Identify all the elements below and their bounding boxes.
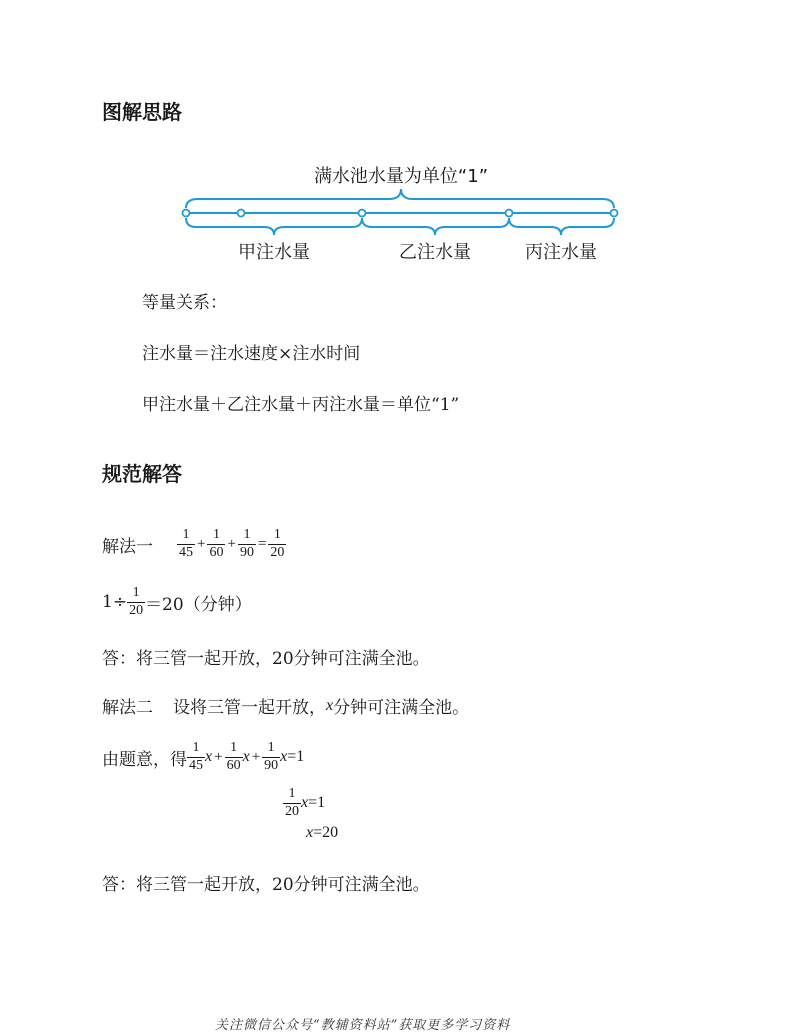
variable-x: x xyxy=(280,748,288,765)
fraction: $\frac{1}{45}$ xyxy=(189,739,203,773)
diagram-top-label: 满水池水量为单位“1” xyxy=(313,166,489,187)
fraction: $\frac{1}{60}$ xyxy=(226,739,241,773)
method2-label: 解法二 xyxy=(102,698,153,718)
segment-label-jia: 甲注水量 xyxy=(238,242,310,263)
top-brace xyxy=(186,189,614,208)
method2-setup xyxy=(102,693,469,718)
variable-x: x xyxy=(205,748,213,765)
segment-point xyxy=(183,210,190,217)
method2-step1 xyxy=(102,737,304,777)
step3-rhs: =20 xyxy=(313,824,339,841)
variable-x: x xyxy=(301,794,309,811)
plus-sign: + xyxy=(197,535,206,552)
derive-label: 由题意，得 xyxy=(102,749,187,770)
method1-answer: 答：将三管一起开放，20分钟可注满全池。 xyxy=(102,649,430,669)
method2-answer: 答：将三管一起开放，20分钟可注满全池。 xyxy=(102,875,430,895)
brace-yi xyxy=(362,218,509,235)
section-title-diagram: 图解思路 xyxy=(102,100,182,124)
segment-label-yi: 乙注水量 xyxy=(399,242,471,263)
variable-x: x xyxy=(242,748,250,765)
fraction: $\frac{1}{20}$ xyxy=(285,785,299,819)
variable-x: x xyxy=(306,824,314,841)
relation-line-1: 注水量＝注水速度×注水时间 xyxy=(142,344,361,364)
segment-point xyxy=(611,210,618,217)
segment-point xyxy=(506,210,513,217)
method2-step2 xyxy=(283,783,325,823)
setup-prefix: 设将三管一起开放， xyxy=(173,698,326,718)
segment-label-bing: 丙注水量 xyxy=(525,242,597,263)
footer-watermark: 关注微信公众号“教辅资料站”获取更多学习资料 xyxy=(215,1018,511,1033)
segment-point xyxy=(238,210,245,217)
fraction: $\frac{1}{45}$ xyxy=(179,526,193,560)
fraction: $\frac{1}{90}$ xyxy=(264,739,279,773)
section-title-solution: 规范解答 xyxy=(102,462,182,486)
relations-heading: 等量关系： xyxy=(142,293,227,313)
method1-equation xyxy=(102,524,286,564)
fraction: $\frac{1}{20}$ xyxy=(270,526,285,560)
fraction: $\frac{1}{20}$ xyxy=(129,584,144,618)
division-result: ＝20（分钟） xyxy=(145,594,252,615)
method1-division xyxy=(102,582,252,622)
fraction: $\frac{1}{90}$ xyxy=(239,526,254,560)
water-diagram xyxy=(170,155,640,270)
method1-label: 解法一 xyxy=(102,536,153,557)
brace-bing xyxy=(509,218,614,235)
plus-sign: + xyxy=(251,748,261,765)
setup-text: 分钟可注满全池。 xyxy=(333,698,470,718)
brace-jia xyxy=(186,218,362,235)
plus-sign: + xyxy=(214,748,223,765)
plus-sign: + xyxy=(227,535,236,552)
equals-sign: = xyxy=(257,535,267,552)
segment-point xyxy=(359,210,366,217)
relation-line-2: 甲注水量＋乙注水量＋丙注水量＝单位“1” xyxy=(142,395,460,415)
method2-step3 xyxy=(306,824,338,842)
step2-rhs: =1 xyxy=(308,794,326,811)
variable-x: x xyxy=(326,696,334,714)
fraction: $\frac{1}{60}$ xyxy=(209,526,224,560)
step1-rhs: =1 xyxy=(287,748,305,765)
division-prefix: 1÷ xyxy=(102,592,128,612)
